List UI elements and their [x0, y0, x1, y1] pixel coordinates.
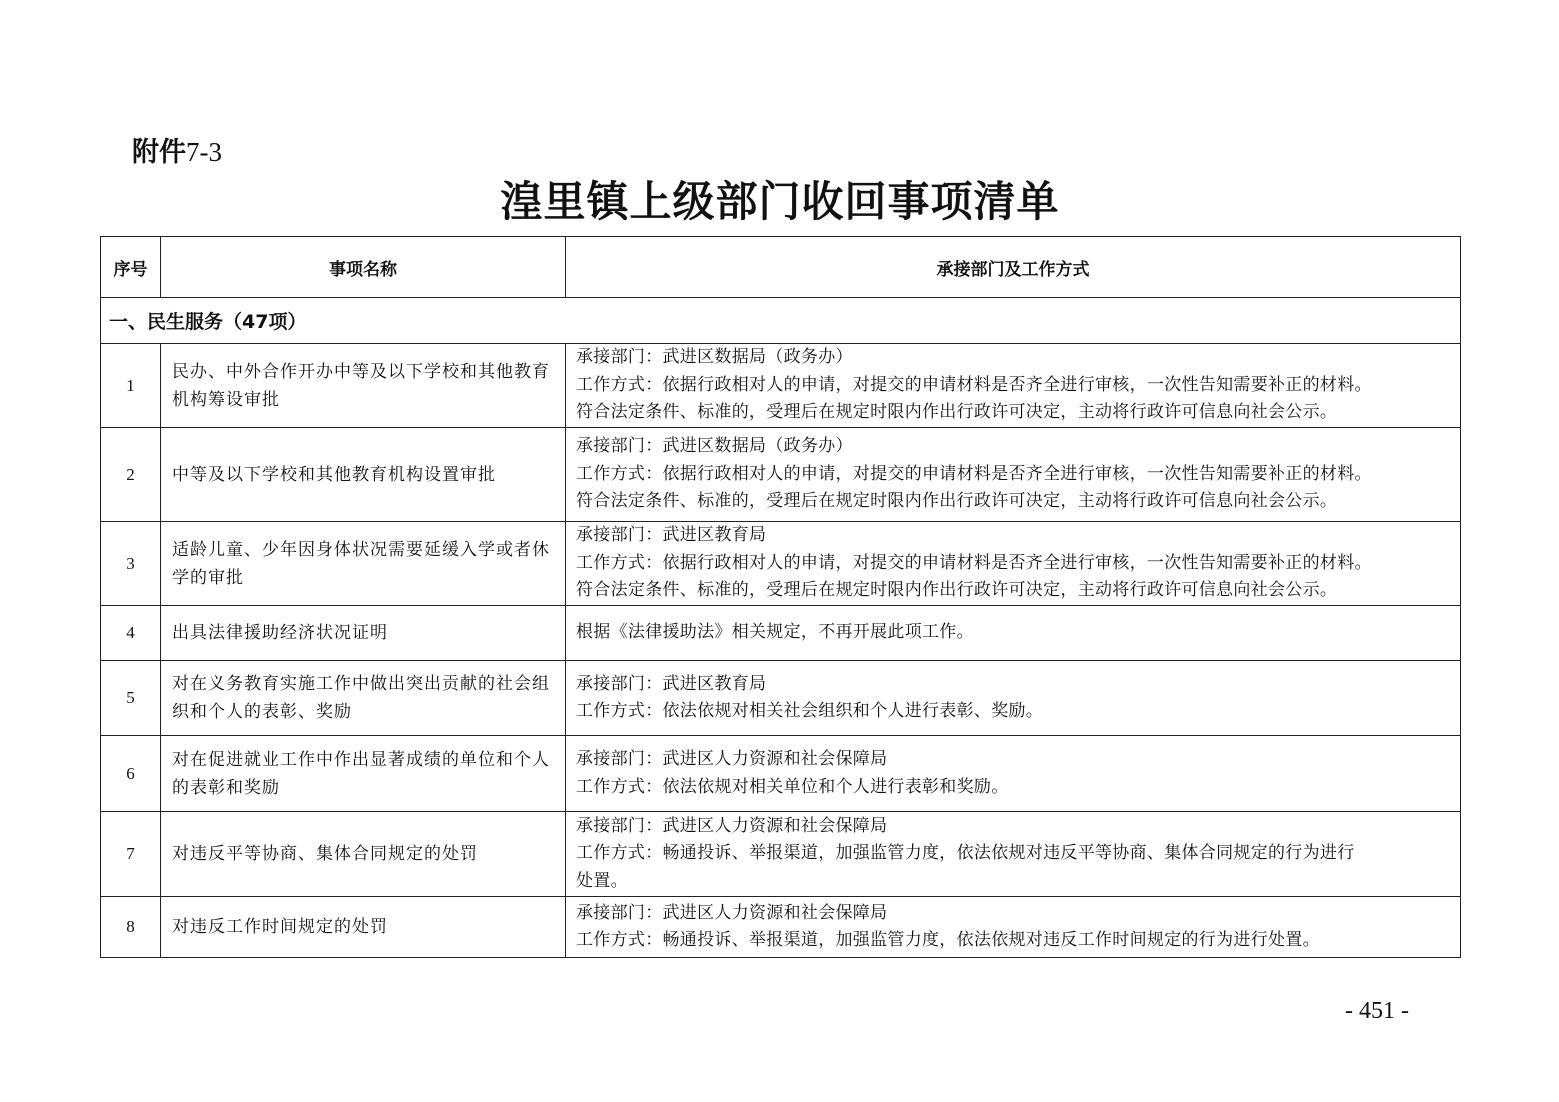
dept-method-line: 符合法定条件、标准的，受理后在规定时限内作出行政许可决定，主动将行政许可信息向社会公示。 — [576, 491, 1338, 512]
row-seq: 6 — [101, 736, 161, 812]
page-number: - 451 - — [1345, 998, 1409, 1024]
row-seq: 8 — [101, 897, 161, 958]
dept-method-line: 符合法定条件、标准的，受理后在规定时限内作出行政许可决定，主动将行政许可信息向社会公示。 — [576, 402, 1338, 423]
section-heading: 一、民生服务（47项） — [101, 298, 1461, 344]
row-item-name: 出具法律援助经济状况证明 — [161, 606, 566, 661]
dept-method-line: 处置。 — [576, 870, 628, 891]
table-row — [101, 606, 1461, 661]
dept-method-line: 工作方式：依法依规对相关单位和个人进行表彰和奖励。 — [576, 776, 1009, 797]
header-dept-method: 承接部门及工作方式 — [566, 237, 1461, 298]
dept-method-line: 承接部门：武进区人力资源和社会保障局 — [576, 815, 888, 836]
dept-method-line: 承接部门：武进区数据局（政务办） — [576, 436, 853, 457]
attachment-number: 7-3 — [186, 137, 222, 167]
row-seq: 7 — [101, 812, 161, 897]
header-seq: 序号 — [101, 237, 161, 298]
dept-method-line: 承接部门：武进区教育局 — [576, 673, 767, 694]
dept-method-line: 工作方式：依据行政相对人的申请，对提交的申请材料是否齐全进行审核，一次性告知需要补正的材料。 — [576, 374, 1372, 395]
table-header-row — [101, 237, 1461, 298]
dept-method-line: 承接部门：武进区人力资源和社会保障局 — [576, 749, 888, 769]
table-row — [101, 897, 1461, 958]
row-item-name: 对在促进就业工作中作出显著成绩的单位和个人的表彰和奖励 — [161, 736, 566, 812]
dept-method-line: 根据《法律援助法》相关规定，不再开展此项工作。 — [576, 622, 974, 643]
row-seq: 2 — [101, 428, 161, 522]
document-title: 湟里镇上级部门收回事项清单 — [500, 177, 1060, 226]
table-row — [101, 428, 1461, 522]
dept-method-line: 工作方式：依据行政相对人的申请，对提交的申请材料是否齐全进行审核，一次性告知需要补正的材料。 — [576, 552, 1372, 573]
dept-method-line: 工作方式：畅通投诉、举报渠道，加强监管力度，依法依规对违反平等协商、集体合同规定的行为进行 — [576, 843, 1355, 864]
row-seq: 5 — [101, 661, 161, 736]
row-item-name: 中等及以下学校和其他教育机构设置审批 — [161, 428, 566, 522]
row-dept-method — [566, 428, 1461, 522]
row-seq: 1 — [101, 344, 161, 428]
table-row — [101, 812, 1461, 897]
row-item-name: 适龄儿童、少年因身体状况需要延缓入学或者休学的审批 — [161, 522, 566, 606]
row-item-name: 对违反工作时间规定的处罚 — [161, 897, 566, 958]
table-row — [101, 344, 1461, 428]
row-item-name: 对在义务教育实施工作中做出突出贡献的社会组织和个人的表彰、奖励 — [161, 661, 566, 736]
section-row — [101, 298, 1461, 344]
dept-method-line: 工作方式：依法依规对相关社会组织和个人进行表彰、奖励。 — [576, 701, 1044, 721]
row-dept-method — [566, 736, 1461, 812]
row-dept-method — [566, 606, 1461, 661]
row-dept-method — [566, 522, 1461, 606]
row-dept-method — [566, 661, 1461, 736]
row-seq: 4 — [101, 606, 161, 661]
dept-method-line: 工作方式：畅通投诉、举报渠道，加强监管力度，依法依规对违反工作时间规定的行为进行处置。 — [576, 930, 1320, 950]
dept-method-line: 承接部门：武进区教育局 — [576, 525, 767, 546]
row-dept-method — [566, 897, 1461, 958]
row-seq: 3 — [101, 522, 161, 606]
table-row — [101, 661, 1461, 736]
dept-method-line: 工作方式：依据行政相对人的申请，对提交的申请材料是否齐全进行审核，一次性告知需要补正的材料。 — [576, 463, 1372, 484]
dept-method-line: 承接部门：武进区人力资源和社会保障局 — [576, 902, 888, 923]
attachment-label — [132, 134, 222, 171]
table-row — [101, 522, 1461, 606]
row-item-name: 对违反平等协商、集体合同规定的处罚 — [161, 812, 566, 897]
table-body — [101, 298, 1461, 958]
header-item-name: 事项名称 — [161, 237, 566, 298]
table-row — [101, 736, 1461, 812]
attachment-prefix: 附件 — [132, 137, 186, 168]
dept-method-line: 承接部门：武进区数据局（政务办） — [576, 347, 853, 368]
items-table — [100, 236, 1461, 958]
row-dept-method — [566, 812, 1461, 897]
row-dept-method — [566, 344, 1461, 428]
row-item-name: 民办、中外合作开办中等及以下学校和其他教育机构筹设审批 — [161, 344, 566, 428]
dept-method-line: 符合法定条件、标准的，受理后在规定时限内作出行政许可决定，主动将行政许可信息向社会公示。 — [576, 580, 1338, 601]
